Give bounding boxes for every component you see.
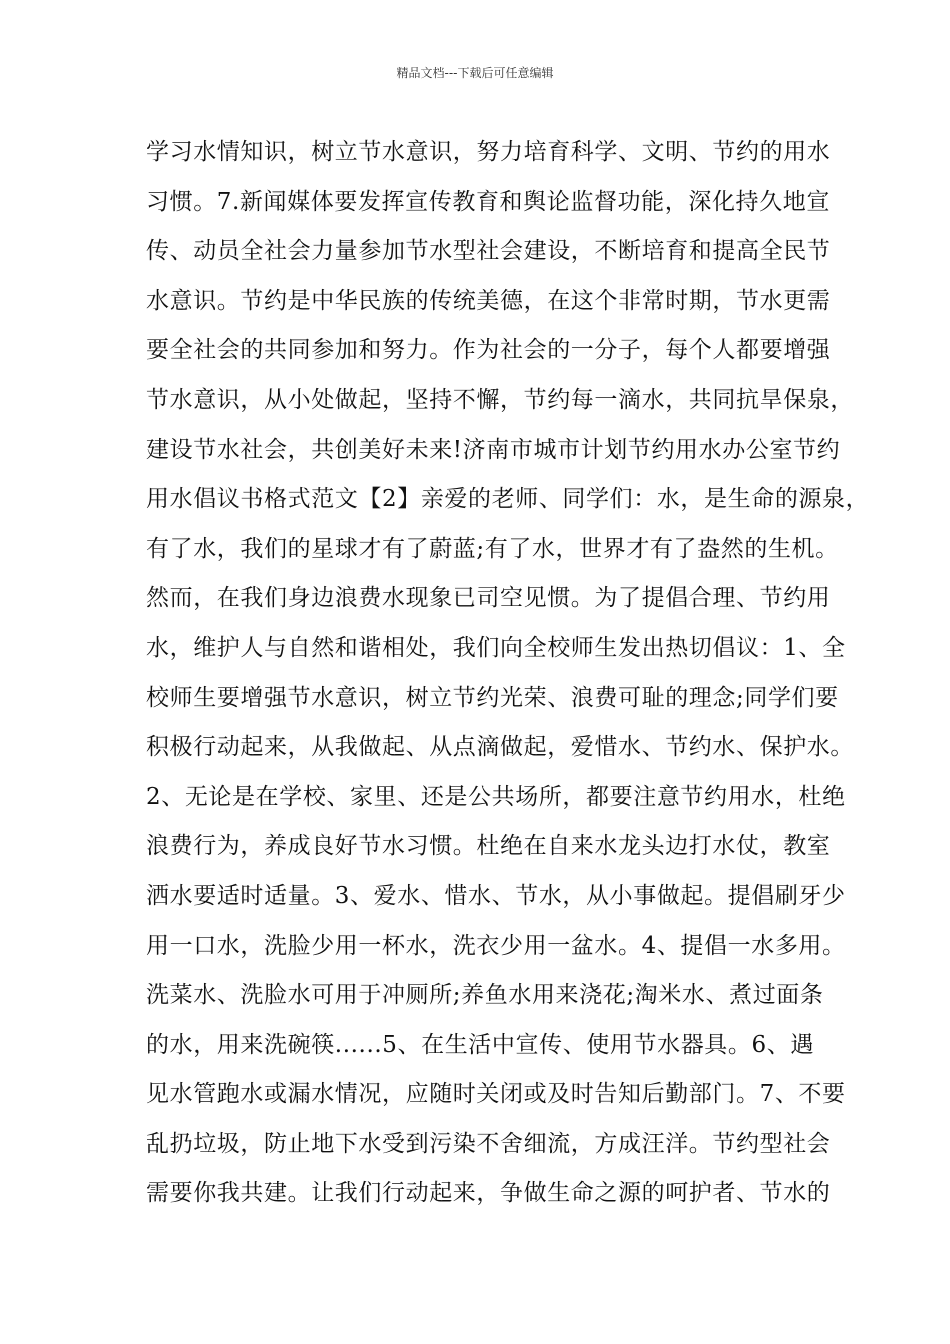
text-line: 的水，用来洗碗筷......5、在生活中宣传、使用节水器具。6、遇	[146, 1031, 814, 1058]
text-line: 2、无论是在学校、家里、还是公共场所，都要注意节约用水，杜绝	[146, 783, 846, 810]
text-line: 要全社会的共同参加和努力。作为社会的一分子，每个人都要增强	[146, 337, 831, 364]
document-body	[146, 128, 870, 1219]
text-line: 需要你我共建。让我们行动起来，争做生命之源的呵护者、节水的	[146, 1180, 831, 1207]
text-line: 洗菜水、洗脸水可用于冲厕所;养鱼水用来浇花;淘米水、煮过面条	[146, 982, 824, 1009]
text-line: 洒水要适时适量。3、爱水、惜水、节水，从小事做起。提倡刷牙少	[146, 882, 846, 909]
text-line: 见水管跑水或漏水情况，应随时关闭或及时告知后勤部门。7、不要	[146, 1081, 846, 1108]
text-line: 节水意识，从小处做起，坚持不懈，节约每一滴水，共同抗旱保泉，	[146, 386, 854, 413]
text-line: 传、动员全社会力量参加节水型社会建设，不断培育和提高全民节	[146, 238, 831, 265]
text-line: 用水倡议书格式范文【2】亲爱的老师、同学们：水，是生命的源泉，	[146, 486, 870, 513]
text-line: 学习水情知识，树立节水意识，努力培育科学、文明、节约的用水	[146, 139, 831, 165]
text-line: 用一口水，洗脸少用一杯水，洗衣少用一盆水。4、提倡一水多用。	[146, 932, 846, 959]
text-line: 水意识。节约是中华民族的传统美德，在这个非常时期，节水更需	[146, 287, 831, 314]
text-line: 水，维护人与自然和谐相处，我们向全校师生发出热切倡议：1、全	[146, 634, 846, 661]
text-line: 然而，在我们身边浪费水现象已司空见惯。为了提倡合理、节约用	[146, 585, 831, 612]
text-line: 建设节水社会，共创美好未来!济南市城市计划节约用水办公室节约	[146, 436, 841, 463]
text-line: 习惯。7.新闻媒体要发挥宣传教育和舆论监督功能，深化持久地宣	[146, 188, 830, 215]
text-line: 积极行动起来，从我做起、从点滴做起，爱惜水、节约水、保护水。	[146, 734, 854, 761]
text-line: 有了水，我们的星球才有了蔚蓝;有了水，世界才有了盎然的生机。	[146, 535, 839, 562]
page-header: 精品文档---下载后可任意编辑	[396, 66, 554, 80]
text-line: 乱扔垃圾，防止地下水受到污染不舍细流，方成汪洋。节约型社会	[146, 1130, 831, 1157]
text-line: 浪费行为，养成良好节水习惯。杜绝在自来水龙头边打水仗，教室	[146, 833, 831, 860]
text-line: 校师生要增强节水意识，树立节约光荣、浪费可耻的理念;同学们要	[146, 684, 839, 711]
